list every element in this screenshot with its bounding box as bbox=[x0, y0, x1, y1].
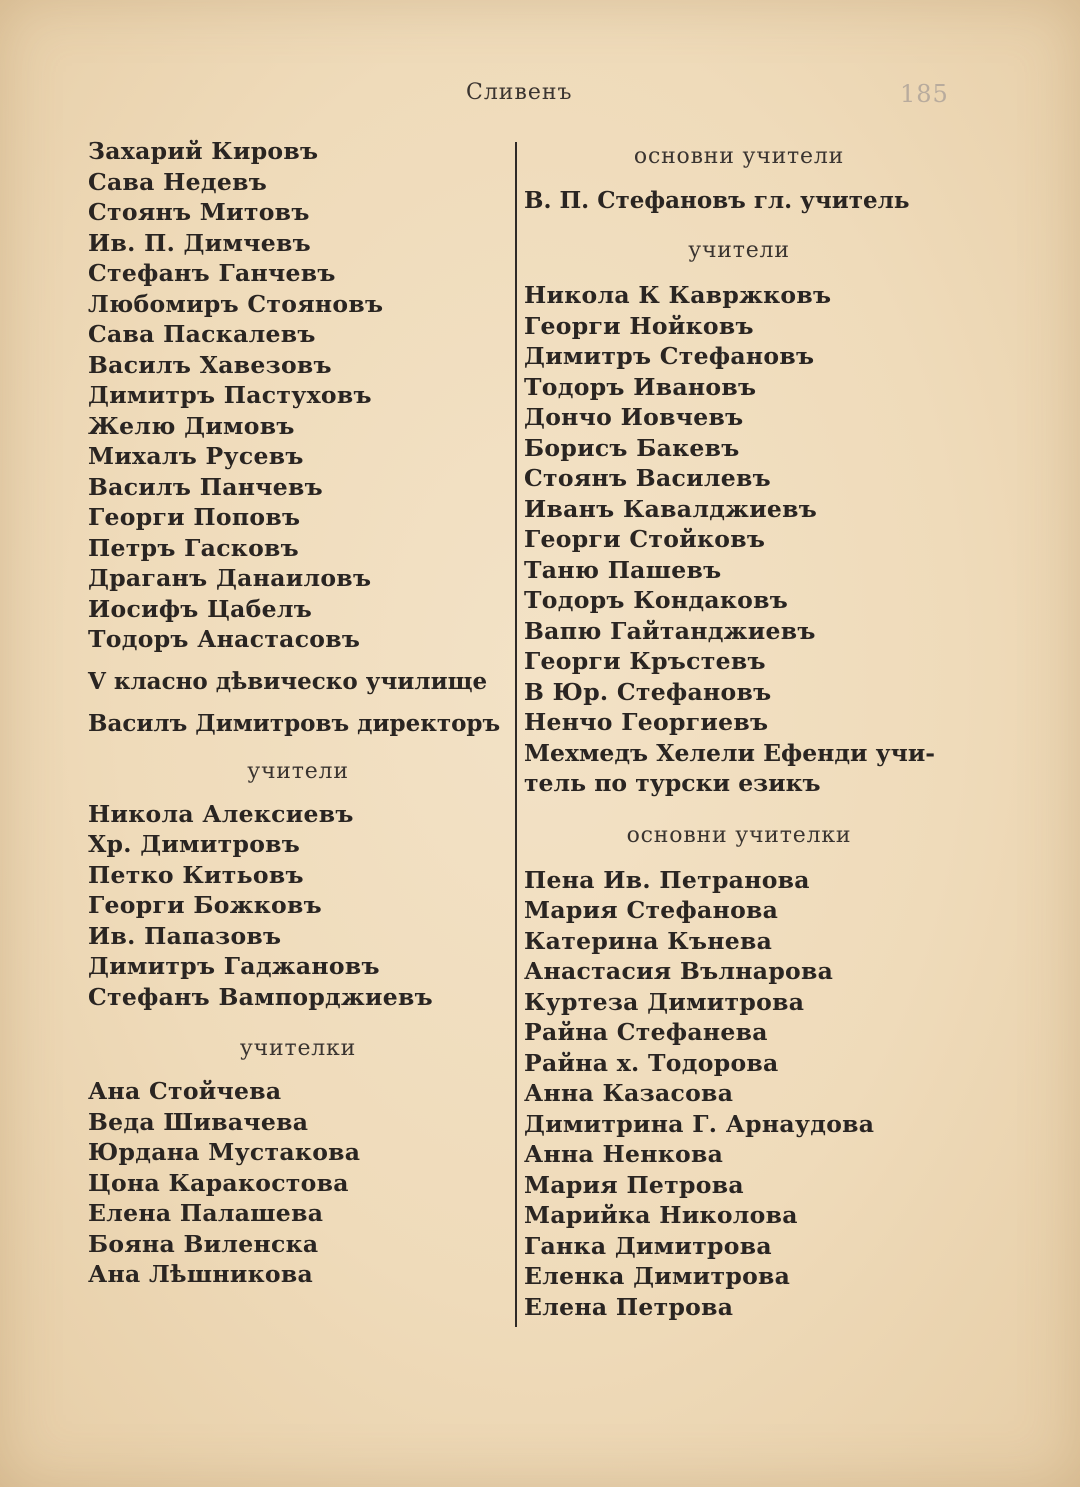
column-divider bbox=[515, 142, 517, 1327]
list-item: Василъ Хавезовъ bbox=[88, 350, 332, 379]
list-item: Мария Петрова bbox=[524, 1170, 744, 1199]
list-item: Катерина Кънева bbox=[524, 926, 773, 955]
list-item: Стефанъ Ганчевъ bbox=[88, 259, 336, 287]
list-item: Куртеза Димитрова bbox=[524, 987, 805, 1016]
list-item: Михалъ Русевъ bbox=[88, 442, 304, 470]
list-item: Борисъ Бакевъ bbox=[524, 433, 740, 462]
list-item: Тодоръ Анастасовъ bbox=[88, 625, 361, 653]
list-item: Еленка Димитрова bbox=[524, 1262, 791, 1290]
list-item: Желю Димовъ bbox=[88, 411, 295, 440]
list-item: Стоянъ Василевъ bbox=[524, 464, 771, 492]
list-item: Пена Ив. Петранова bbox=[524, 865, 810, 894]
list-item: Иосифъ Цабелъ bbox=[88, 594, 313, 623]
list-item: Иванъ Кавалджиевъ bbox=[524, 494, 818, 523]
list-item: Анна Ненкова bbox=[524, 1140, 724, 1168]
list-item: Стефанъ Вампорджиевъ bbox=[88, 982, 433, 1011]
list-item: Георги Стойковъ bbox=[524, 525, 766, 553]
turkish-teacher-line-1: Мехмедъ Хелели Ефенди учи- bbox=[524, 738, 936, 767]
list-item: Драганъ Данаиловъ bbox=[88, 564, 372, 592]
page-header-title: Сливенъ bbox=[466, 80, 573, 105]
list-item: Никола К Кавржковъ bbox=[524, 281, 832, 309]
list-item: Ана Лѣшникова bbox=[88, 1260, 314, 1288]
list-item: Димитръ Пастуховъ bbox=[88, 381, 372, 409]
list-item: Георги Нойковъ bbox=[524, 311, 754, 340]
list-item: Георги Кръстевъ bbox=[524, 647, 766, 675]
list-item: Георги Поповъ bbox=[88, 503, 301, 531]
list-item: Веда Шивачева bbox=[88, 1107, 309, 1136]
list-item: Марийка Николова bbox=[524, 1201, 798, 1229]
head-teacher-line: В. П. Стефановъ гл. учитель bbox=[524, 187, 910, 214]
right-teachers-heading: учители bbox=[688, 238, 790, 263]
list-item: Василъ Панчевъ bbox=[88, 472, 323, 501]
teacher-list-2 bbox=[88, 799, 508, 1013]
list-item: Юрдана Мустакова bbox=[88, 1138, 361, 1166]
list-item: Ганка Димитрова bbox=[524, 1231, 772, 1260]
director-line: Василъ Димитровъ директоръ bbox=[88, 709, 501, 737]
list-item: Георги Божковъ bbox=[88, 891, 322, 919]
list-item: Анастасия Вълнарова bbox=[524, 957, 834, 985]
right-column bbox=[524, 136, 954, 1322]
list-item: Петко Китьовъ bbox=[88, 860, 304, 889]
list-item: Райна х. Тодорова bbox=[524, 1048, 779, 1077]
left-column bbox=[88, 136, 508, 1290]
teachers-heading: учители bbox=[247, 758, 349, 784]
list-item: Димитръ Гаджановъ bbox=[88, 952, 380, 980]
school-title: V класно дѣвическо училище bbox=[88, 667, 488, 695]
list-item: Ив. П. Димчевъ bbox=[88, 228, 311, 257]
list-item: Хр. Димитровъ bbox=[88, 830, 301, 858]
list-item: Любомиръ Стояновъ bbox=[88, 289, 384, 318]
list-item: Елена Палашева bbox=[88, 1199, 324, 1227]
list-item: Димитръ Стефановъ bbox=[524, 342, 815, 370]
page-number: 185 bbox=[900, 80, 949, 108]
list-item: Дончо Иовчевъ bbox=[524, 403, 744, 431]
list-item: Димитрина Г. Арнаудова bbox=[524, 1109, 875, 1138]
right-female-teacher-list bbox=[524, 865, 954, 1323]
list-item: Бояна Виленска bbox=[88, 1229, 319, 1258]
basic-female-teachers-heading: основни учителки bbox=[626, 822, 852, 848]
list-item: Анна Казасова bbox=[524, 1079, 734, 1107]
list-item: Райна Стефанева bbox=[524, 1018, 768, 1046]
right-teacher-list bbox=[524, 280, 954, 799]
list-item: Вапю Гайтанджиевъ bbox=[524, 616, 816, 645]
list-item: Тодоръ Кондаковъ bbox=[524, 586, 789, 614]
list-item: Ана Стойчева bbox=[88, 1077, 282, 1105]
list-item: Захарий Кировъ bbox=[88, 137, 319, 165]
female-teachers-heading: учителки bbox=[239, 1036, 357, 1061]
list-item: Ив. Папазовъ bbox=[88, 921, 282, 950]
list-item: Сава Паскалевъ bbox=[88, 320, 316, 348]
basic-teachers-heading: основни учители bbox=[633, 144, 845, 169]
turkish-teacher-line-2: тель по турски езикъ bbox=[524, 769, 821, 797]
list-item: Тодоръ Ивановъ bbox=[524, 372, 757, 401]
list-item: Петръ Гасковъ bbox=[88, 533, 300, 562]
list-item: Стоянъ Митовъ bbox=[88, 198, 310, 226]
teacher-list-1 bbox=[88, 136, 508, 655]
female-teacher-list bbox=[88, 1076, 508, 1290]
list-item: В Юр. Стефановъ bbox=[524, 677, 772, 706]
list-item: Сава Недевъ bbox=[88, 167, 268, 196]
list-item: Цона Каракостова bbox=[88, 1168, 349, 1197]
list-item: Таню Пашевъ bbox=[524, 555, 722, 584]
list-item: Никола Алексиевъ bbox=[88, 799, 354, 828]
list-item: Елена Петрова bbox=[524, 1292, 734, 1321]
list-item: Ненчо Георгиевъ bbox=[524, 708, 769, 736]
list-item: Мария Стефанова bbox=[524, 896, 779, 924]
